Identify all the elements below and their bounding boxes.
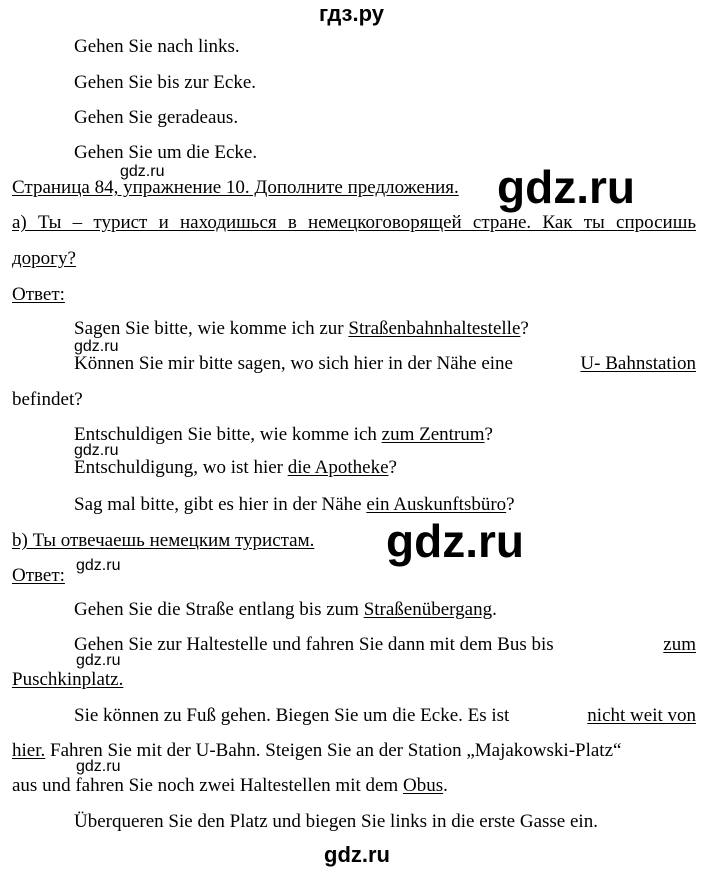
sentence-text: aus und fahren Sie noch zwei Haltestellen mit dem [12,775,403,796]
sentence-text: Fahren Sie mit der U-Bahn. Steigen Sie an der Station „Majakowski-Platz“ [45,740,622,761]
watermark-small: gdz.ru [120,163,165,180]
exercise-title: Страница 84, упражнение 10. Дополните предложения. [12,177,459,198]
part-a-question-line2: дорогу? [12,248,76,269]
answer-blank: Obus [402,775,444,796]
part-a-sentence-5 [74,494,515,516]
sentence-text: Gehen Sie zur Haltestelle und fahren Sie dann mit dem Bus bis [74,634,554,655]
sentence-text: Entschuldigen Sie bitte, wie komme ich [74,424,382,445]
answer-blank: hier. [12,740,46,761]
answer-blank: U- Bahnstation [580,353,696,374]
part-b-sentence-3 [74,705,696,727]
part-b-sentence-2-cont: Puschkinplatz. [12,669,124,690]
watermark-small: gdz.ru [76,652,121,669]
part-b-sentence-3-cont2 [12,775,448,797]
watermark-small: gdz.ru [76,557,121,574]
answer-blank: zum Zentrum [381,424,485,445]
watermark-big: gdz.ru [497,161,635,213]
sentence-text: . [492,599,497,620]
sentence-text: ? [388,457,397,478]
part-a-sentence-1 [74,318,529,340]
sentence-text: Entschuldigung, wo ist hier [74,457,288,478]
part-b-sentence-1 [74,599,497,621]
sentence-text: Sagen Sie bitte, wie komme ich zur [74,318,349,339]
header-watermark: гдз.ру [319,1,384,26]
intro-line-1: Gehen Sie nach links. [74,36,240,57]
sentence-text: Können Sie mir bitte sagen, wo sich hier in der Nähe eine [74,353,513,374]
sentence-text: Sie können zu Fuß gehen. Biegen Sie um die Ecke. Es ist [74,705,510,726]
sentence-text: Gehen Sie die Straße entlang bis zum [74,599,364,620]
sentence-text: . [443,775,448,796]
part-b-answer-label: Ответ: [12,565,65,586]
answer-blank: Straßenübergang [363,599,493,620]
answer-blank: Straßenbahnhaltestelle [348,318,521,339]
part-b-question: b) Ты отвечаешь немецким туристам. [12,530,315,551]
sentence-text: ? [506,494,515,515]
part-a-sentence-2-cont: befindet? [12,389,83,410]
intro-line-2: Gehen Sie bis zur Ecke. [74,72,257,93]
intro-line-3: Gehen Sie geradeaus. [74,107,239,128]
answer-blank: die Apotheke [287,457,389,478]
answer-blank: zum [663,634,696,655]
watermark-small: gdz.ru [76,758,121,775]
sentence-text: ? [520,318,529,339]
part-b-sentence-2 [74,634,696,656]
answer-blank: nicht weit von [587,705,696,726]
sentence-text: Sag mal bitte, gibt es hier in der Nähe [74,494,367,515]
part-a-sentence-3 [74,424,493,446]
part-a-sentence-2 [74,353,696,375]
watermark-small: gdz.ru [74,338,119,355]
sentence-text: ? [484,424,493,445]
footer-watermark: gdz.ru [324,842,390,867]
part-a-question-line1: а) Ты – турист и находишься в немецкоговорящей стране. Как ты спросишь [12,212,696,233]
watermark-big: gdz.ru [386,515,524,567]
watermark-small: gdz.ru [74,442,119,459]
answer-blank: ein Auskunftsbüro [366,494,507,515]
intro-line-4: Gehen Sie um die Ecke. [74,142,258,163]
part-b-sentence-4: Überqueren Sie den Platz und biegen Sie links in die erste Gasse ein. [74,811,598,832]
part-a-answer-label: Ответ: [12,284,65,305]
part-a-sentence-4 [74,457,397,479]
